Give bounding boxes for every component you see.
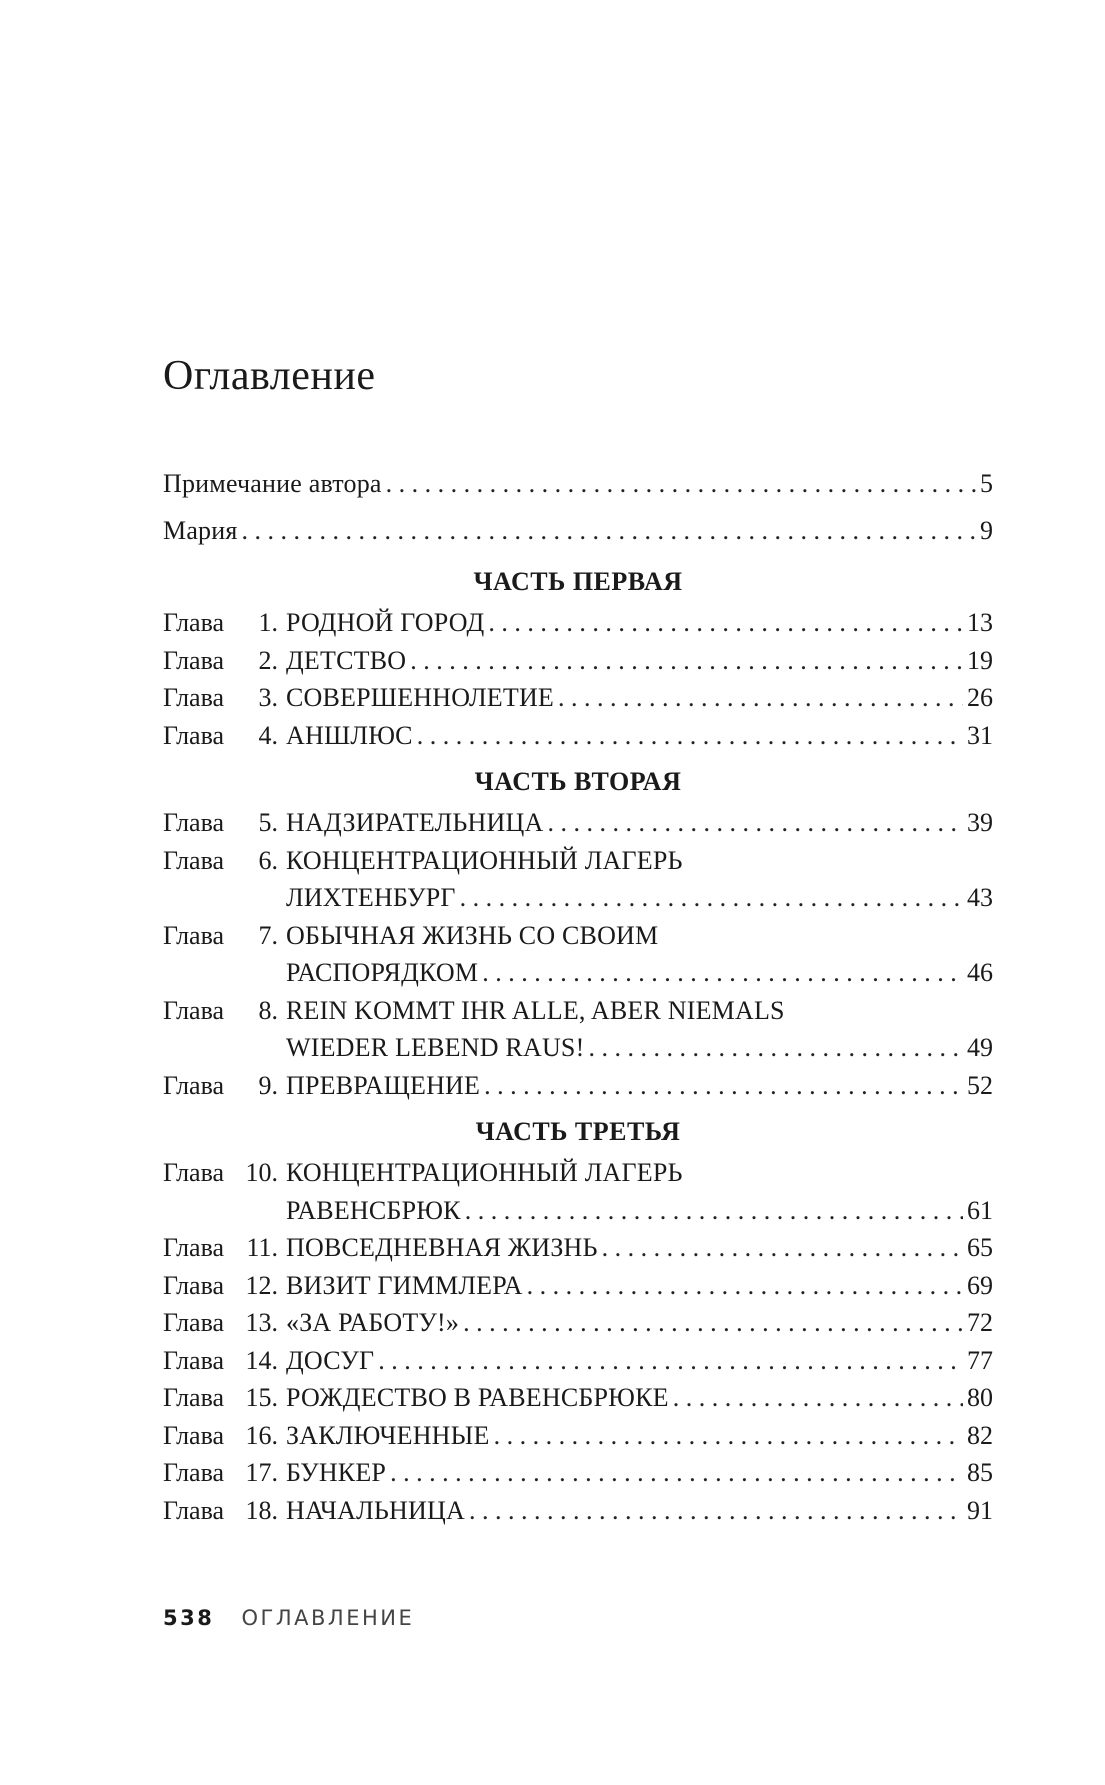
chapter-label: Глава bbox=[163, 1308, 225, 1337]
chapter-body bbox=[278, 679, 993, 717]
chapter-label: Глава bbox=[163, 845, 225, 875]
chapter-number: 11. bbox=[246, 1233, 278, 1262]
toc-chapter-entry[interactable] bbox=[163, 992, 993, 1067]
toc-line bbox=[286, 642, 993, 680]
dot-leader bbox=[484, 1067, 963, 1105]
toc-line bbox=[286, 1417, 993, 1455]
chapter-number: 18. bbox=[245, 1495, 278, 1525]
toc-line bbox=[286, 604, 993, 642]
chapter-prefix bbox=[163, 1267, 278, 1305]
toc-line bbox=[286, 1492, 993, 1530]
toc-page-number: 85 bbox=[967, 1458, 993, 1487]
dot-leader bbox=[410, 642, 963, 680]
toc-line bbox=[163, 507, 993, 554]
chapter-number: 17. bbox=[245, 1458, 278, 1487]
chapter-prefix bbox=[163, 1417, 278, 1455]
toc-page-number: 82 bbox=[967, 1420, 993, 1450]
toc-chapter-entry[interactable] bbox=[163, 1492, 993, 1530]
toc-chapter-entry[interactable] bbox=[163, 679, 993, 717]
toc-entry-title: ПРЕВРАЩЕНИЕ bbox=[286, 1070, 481, 1100]
chapter-prefix bbox=[163, 1342, 278, 1380]
chapter-number: 2. bbox=[258, 645, 278, 675]
part-heading: ЧАСТЬ ВТОРАЯ bbox=[474, 767, 682, 796]
chapter-prefix bbox=[163, 679, 278, 717]
chapter-body bbox=[278, 1454, 993, 1492]
dot-leader bbox=[378, 1342, 963, 1380]
table-of-contents bbox=[163, 460, 993, 1529]
toc-page-number: 69 bbox=[967, 1270, 993, 1300]
toc-chapter-entry[interactable] bbox=[163, 1342, 993, 1380]
toc-chapter-entry[interactable] bbox=[163, 1154, 993, 1229]
toc-page-number: 72 bbox=[967, 1308, 993, 1337]
footer-page-number: 538 bbox=[163, 1606, 215, 1630]
toc-chapter-entry[interactable] bbox=[163, 1067, 993, 1105]
chapter-body bbox=[278, 804, 993, 842]
chapter-body bbox=[278, 717, 993, 755]
chapter-label: Глава bbox=[163, 808, 225, 837]
toc-line bbox=[286, 1342, 993, 1380]
toc-line bbox=[286, 842, 993, 880]
dot-leader bbox=[460, 879, 963, 917]
chapter-number: 13. bbox=[245, 1308, 278, 1337]
chapter-label: Глава bbox=[163, 683, 225, 712]
toc-line bbox=[286, 1029, 993, 1067]
chapter-prefix bbox=[163, 1454, 278, 1492]
chapter-number: 7. bbox=[258, 920, 278, 950]
chapter-prefix bbox=[163, 842, 278, 880]
chapter-label: Глава bbox=[163, 1420, 225, 1450]
chapter-body bbox=[278, 1342, 993, 1380]
toc-page-number: 26 bbox=[967, 683, 993, 712]
chapter-prefix bbox=[163, 1304, 278, 1342]
dot-leader bbox=[488, 604, 963, 642]
chapter-label: Глава bbox=[163, 1233, 225, 1262]
toc-chapter-entry[interactable] bbox=[163, 804, 993, 842]
chapter-number: 9. bbox=[258, 1070, 278, 1100]
chapter-number: 4. bbox=[258, 720, 278, 750]
toc-entry[interactable] bbox=[163, 460, 993, 507]
toc-page-number: 19 bbox=[967, 645, 993, 675]
dot-leader bbox=[390, 1454, 963, 1492]
toc-entry-title: НАЧАЛЬНИЦА bbox=[286, 1495, 465, 1525]
toc-entry-title: РАВЕНСБРЮК bbox=[286, 1195, 461, 1225]
toc-line bbox=[286, 1304, 993, 1342]
toc-entry-title: РАСПОРЯДКОМ bbox=[286, 958, 479, 987]
chapter-body bbox=[278, 992, 993, 1067]
toc-entry-title: РОДНОЙ ГОРОД bbox=[286, 608, 485, 637]
toc-line bbox=[286, 1192, 993, 1230]
toc-chapter-entry[interactable] bbox=[163, 1454, 993, 1492]
chapter-number: 16. bbox=[245, 1420, 278, 1450]
page-footer bbox=[163, 1606, 414, 1630]
toc-page-number: 65 bbox=[967, 1233, 993, 1262]
toc-entry-title: БУНКЕР bbox=[286, 1458, 387, 1487]
toc-line bbox=[286, 717, 993, 755]
toc-entry-title: КОНЦЕНТРАЦИОННЫЙ ЛАГЕРЬ bbox=[286, 1158, 683, 1187]
chapter-body bbox=[278, 1379, 993, 1417]
dot-leader bbox=[465, 1192, 963, 1230]
toc-entry-title: REIN KOMMT IHR ALLE, ABER NIEMALS bbox=[286, 995, 785, 1025]
chapter-body bbox=[278, 1067, 993, 1105]
chapter-body bbox=[278, 1492, 993, 1530]
chapter-prefix bbox=[163, 992, 278, 1030]
chapter-body bbox=[278, 917, 993, 992]
chapter-prefix bbox=[163, 717, 278, 755]
toc-line bbox=[286, 1379, 993, 1417]
chapter-prefix bbox=[163, 1379, 278, 1417]
dot-leader bbox=[494, 1417, 963, 1455]
toc-page-number: 61 bbox=[967, 1195, 993, 1225]
toc-line bbox=[286, 917, 993, 955]
dot-leader bbox=[527, 1267, 963, 1305]
dot-leader bbox=[417, 717, 963, 755]
chapter-prefix bbox=[163, 804, 278, 842]
toc-chapter-entry[interactable] bbox=[163, 1304, 993, 1342]
chapter-body bbox=[278, 842, 993, 917]
chapter-body bbox=[278, 1304, 993, 1342]
part-heading: ЧАСТЬ ТРЕТЬЯ bbox=[475, 1117, 681, 1146]
chapter-body bbox=[278, 1154, 993, 1229]
chapter-body bbox=[278, 1229, 993, 1267]
toc-page-number: 49 bbox=[967, 1033, 993, 1062]
chapter-label: Глава bbox=[163, 1345, 225, 1375]
chapter-label: Глава bbox=[163, 608, 225, 637]
chapter-prefix bbox=[163, 1067, 278, 1105]
toc-line bbox=[163, 460, 993, 507]
toc-entry-title: АНШЛЮС bbox=[286, 720, 413, 750]
toc-entry[interactable] bbox=[163, 507, 993, 554]
toc-line bbox=[286, 679, 993, 717]
toc-page-number: 39 bbox=[967, 808, 993, 837]
toc-line bbox=[286, 1454, 993, 1492]
chapter-label: Глава bbox=[163, 1458, 225, 1487]
toc-line bbox=[286, 1154, 993, 1192]
toc-chapter-entry[interactable] bbox=[163, 1267, 993, 1305]
chapter-label: Глава bbox=[163, 720, 225, 750]
chapter-number: 15. bbox=[245, 1383, 278, 1412]
toc-page-number: 91 bbox=[967, 1495, 993, 1525]
chapter-label: Глава bbox=[163, 1383, 225, 1412]
chapter-label: Глава bbox=[163, 995, 225, 1025]
toc-page-number: 13 bbox=[967, 608, 993, 637]
chapter-label: Глава bbox=[163, 1270, 225, 1300]
footer-running-head: ОГЛАВЛЕНИЕ bbox=[241, 1606, 415, 1630]
toc-line bbox=[286, 1267, 993, 1305]
toc-entry-title: Примечание автора bbox=[163, 469, 382, 498]
chapter-body bbox=[278, 642, 993, 680]
toc-line bbox=[286, 1067, 993, 1105]
toc-entry-title: НАДЗИРАТЕЛЬНИЦА bbox=[286, 808, 544, 837]
toc-page-number: 9 bbox=[980, 516, 993, 545]
toc-page-number: 52 bbox=[967, 1070, 993, 1100]
toc-chapter-entry[interactable] bbox=[163, 1229, 993, 1267]
chapter-number: 3. bbox=[258, 683, 278, 712]
chapter-number: 14. bbox=[245, 1345, 278, 1375]
toc-entry-body bbox=[163, 460, 993, 507]
toc-page-number: 31 bbox=[967, 720, 993, 750]
toc-page-number: 43 bbox=[967, 883, 993, 912]
dot-leader bbox=[242, 507, 976, 554]
chapter-number: 5. bbox=[258, 808, 278, 837]
chapter-prefix bbox=[163, 1229, 278, 1267]
chapter-label: Глава bbox=[163, 645, 225, 675]
toc-entry-title: ПОВСЕДНЕВНАЯ ЖИЗНЬ bbox=[286, 1233, 598, 1262]
chapter-number: 6. bbox=[258, 845, 278, 875]
dot-leader bbox=[602, 1229, 963, 1267]
part-heading: ЧАСТЬ ПЕРВАЯ bbox=[473, 567, 683, 596]
toc-entry-title: СОВЕРШЕННОЛЕТИЕ bbox=[286, 683, 555, 712]
dot-leader bbox=[386, 460, 976, 507]
toc-line bbox=[286, 879, 993, 917]
chapter-number: 8. bbox=[258, 995, 278, 1025]
toc-entry-title: КОНЦЕНТРАЦИОННЫЙ ЛАГЕРЬ bbox=[286, 845, 683, 875]
toc-chapter-entry[interactable] bbox=[163, 604, 993, 642]
toc-chapter-entry[interactable] bbox=[163, 642, 993, 680]
chapter-prefix bbox=[163, 917, 278, 955]
chapter-body bbox=[278, 1267, 993, 1305]
dot-leader bbox=[463, 1304, 963, 1342]
toc-chapter-entry[interactable] bbox=[163, 917, 993, 992]
toc-chapter-entry[interactable] bbox=[163, 842, 993, 917]
toc-entry-title: ВИЗИТ ГИММЛЕРА bbox=[286, 1270, 523, 1300]
toc-entry-title: «ЗА РАБОТУ!» bbox=[286, 1308, 460, 1337]
chapter-prefix bbox=[163, 642, 278, 680]
dot-leader bbox=[673, 1379, 963, 1417]
dot-leader bbox=[469, 1492, 963, 1530]
toc-line bbox=[286, 992, 993, 1030]
toc-entry-title: WIEDER LEBEND RAUS! bbox=[286, 1033, 585, 1062]
chapter-prefix bbox=[163, 604, 278, 642]
dot-leader bbox=[588, 1029, 963, 1067]
chapter-number: 10. bbox=[245, 1158, 278, 1187]
chapter-label: Глава bbox=[163, 1070, 225, 1100]
toc-chapter-entry[interactable] bbox=[163, 1379, 993, 1417]
chapter-number: 1. bbox=[258, 608, 278, 637]
page-title: Оглавление bbox=[163, 353, 376, 399]
toc-entry-title: ЗАКЛЮЧЕННЫЕ bbox=[286, 1420, 490, 1450]
toc-entry-title: ДОСУГ bbox=[286, 1345, 375, 1375]
chapter-body bbox=[278, 604, 993, 642]
chapter-label: Глава bbox=[163, 1495, 225, 1525]
chapter-prefix bbox=[163, 1154, 278, 1192]
toc-chapter-entry[interactable] bbox=[163, 1417, 993, 1455]
dot-leader bbox=[558, 679, 963, 717]
chapter-prefix bbox=[163, 1492, 278, 1530]
chapter-number: 12. bbox=[245, 1270, 278, 1300]
toc-entry-title: ЛИХТЕНБУРГ bbox=[286, 883, 456, 912]
toc-page-number: 80 bbox=[967, 1383, 993, 1412]
toc-entry-title: ОБЫЧНАЯ ЖИЗНЬ СО СВОИМ bbox=[286, 920, 659, 950]
toc-entry-title: РОЖДЕСТВО В РАВЕНСБРЮКЕ bbox=[286, 1383, 669, 1412]
toc-line bbox=[286, 1229, 993, 1267]
chapter-label: Глава bbox=[163, 1158, 225, 1187]
chapter-label: Глава bbox=[163, 920, 225, 950]
toc-page-number: 46 bbox=[967, 958, 993, 987]
toc-line bbox=[286, 804, 993, 842]
toc-entry-title: ДЕТСТВО bbox=[286, 645, 407, 675]
dot-leader bbox=[547, 804, 963, 842]
toc-line bbox=[286, 954, 993, 992]
toc-page-number: 77 bbox=[967, 1345, 993, 1375]
chapter-body bbox=[278, 1417, 993, 1455]
toc-chapter-entry[interactable] bbox=[163, 717, 993, 755]
toc-page-number: 5 bbox=[980, 469, 993, 498]
toc-entry-body bbox=[163, 507, 993, 554]
dot-leader bbox=[482, 954, 963, 992]
toc-entry-title: Мария bbox=[163, 516, 238, 545]
